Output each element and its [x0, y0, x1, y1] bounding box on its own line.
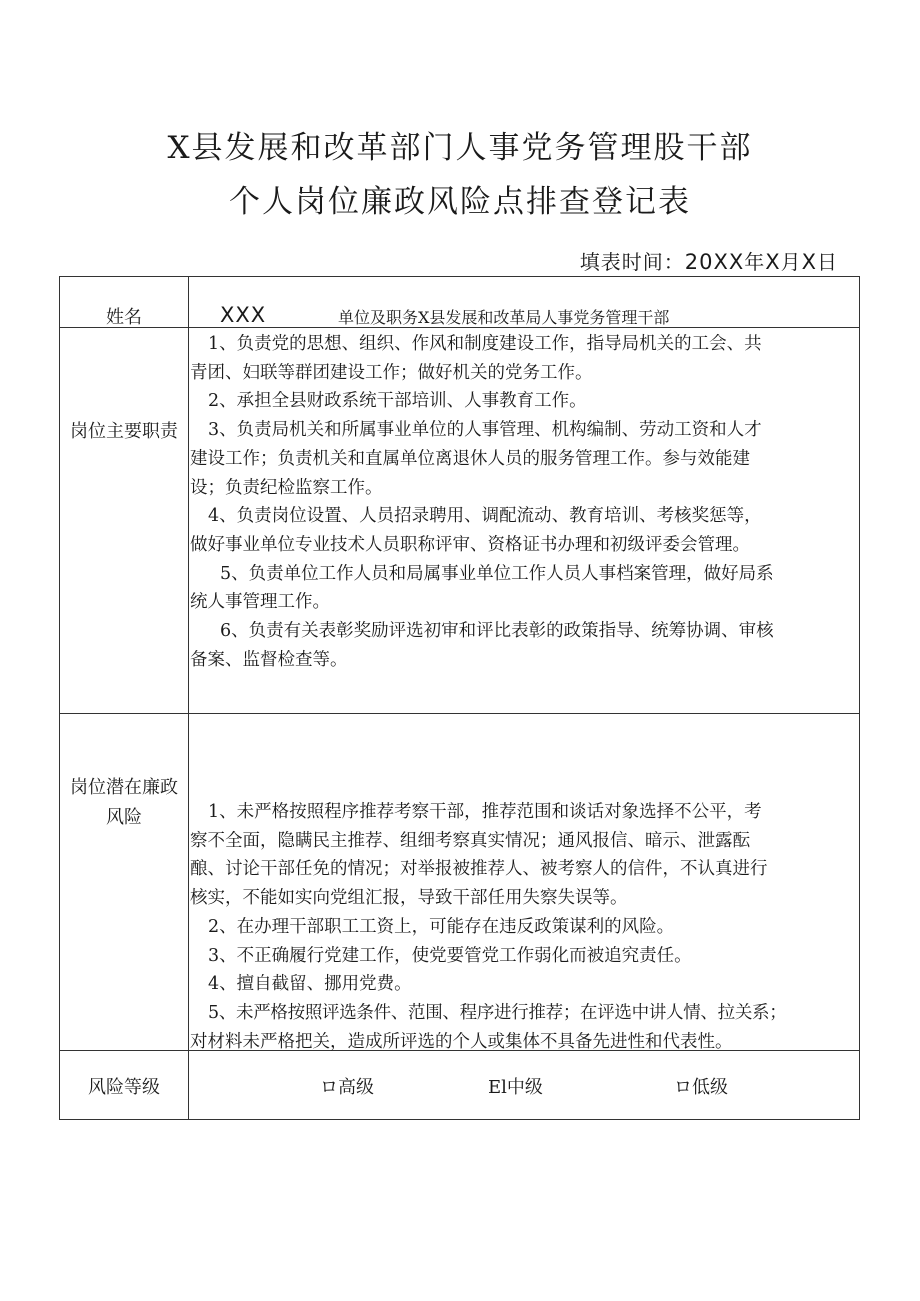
fill-date-month-unit: 月 [780, 250, 802, 274]
risk-line: 察不全面，隐瞒民主推荐、组细考察真实情况；通风报信、暗示、泄露酝 [190, 830, 750, 851]
duty-line: 设；负责纪检监察工作。 [190, 477, 383, 498]
document-title-line1: X县发展和改革部门人事党务管理股干部 [167, 130, 753, 166]
risk-level-label: 风险等级 [88, 1077, 160, 1098]
duty-line: 6、负责有关表彰奖励评选初审和评比表彰的政策指导、统筹协调、审核 [220, 621, 774, 642]
duty-line: 青团、妇联等群团建设工作；做好机关的党务工作。 [190, 362, 593, 383]
risk-line: 核实，不能如实向党组汇报，导致干部任用失察失误等。 [190, 888, 628, 909]
risk-line: 4、擅自截留、挪用党费。 [208, 974, 412, 995]
risk-label-line1: 岗位潜在廉政 [70, 777, 178, 798]
document-title-line2: 个人岗位廉政风险点排查登记表 [229, 184, 691, 220]
fill-date-prefix: 填表时间： [579, 250, 685, 274]
duty-line: 建设工作；负责机关和直属单位离退休人员的服务管理工作。参与效能建 [190, 448, 750, 469]
duty-line: 2、承担全县财政系统干部培训、人事教育工作。 [208, 391, 587, 412]
duty-line: 备案、监督检查等。 [190, 649, 348, 670]
duties-label: 岗位主要职责 [70, 421, 178, 442]
risk-line: 2、在办理干部职工工资上，可能存在违反政策谋利的风险。 [208, 916, 675, 937]
row-divider-duties [60, 713, 859, 714]
fill-date-year-unit: 年 [744, 250, 766, 274]
unit-position: 单位及职务X县发展和改革局人事党务管理干部 [338, 308, 670, 327]
name-label: 姓名 [106, 307, 142, 328]
risk-level-high-option[interactable]: ロ高级 [320, 1077, 374, 1098]
duty-line: 3、负责局机关和所属事业单位的人事管理、机构编制、劳动工资和人才 [208, 420, 762, 441]
risk-line: 3、不正确履行党建工作，使党要管党工作弱化而被追究责任。 [208, 945, 692, 966]
duty-line: 统人事管理工作。 [190, 592, 330, 613]
duty-line: 4、负责岗位设置、人员招录聘用、调配流动、教育培训、考核奖惩等， [208, 506, 762, 527]
risk-line: 1、未严格按照程序推荐考察干部，推荐范围和谈话对象选择不公平，考 [208, 802, 762, 822]
fill-date-year: 20XX [684, 250, 745, 274]
fill-date [580, 246, 838, 275]
risk-line: 酿、讨论干部任免的情况；对举报被推荐人、被考察人的信件，不认真进行 [190, 859, 768, 880]
risk-line: 对材料未严格把关，造成所评选的个人或集体不具备先进性和代表性。 [190, 1031, 733, 1052]
duty-line: 5、负责单位工作人员和局属事业单位工作人员人事档案管理，做好局系 [220, 563, 774, 584]
name-value: XXX [220, 303, 267, 327]
registration-table [59, 276, 860, 1120]
risk-line: 5、未严格按照评选条件、范围、程序进行推荐；在评选中讲人情、拉关系； [208, 1002, 787, 1023]
column-divider [188, 277, 189, 1119]
risks-text [190, 798, 786, 1056]
risk-level-mid-option[interactable]: El中级 [488, 1077, 543, 1098]
risk-level-low-option[interactable]: ロ低级 [674, 1077, 728, 1098]
risk-label-line2: 风险 [106, 807, 142, 828]
fill-date-day-unit: 日 [817, 250, 838, 274]
duties-text [190, 330, 774, 674]
fill-date-day: X [801, 250, 817, 274]
duty-line: 做好事业单位专业技术人员职称评审、资格证书办理和初级评委会管理。 [190, 534, 750, 555]
fill-date-month: X [765, 250, 781, 274]
duty-line: 1、负责党的思想、组织、作风和制度建设工作，指导局机关的工会、共 [208, 334, 762, 354]
